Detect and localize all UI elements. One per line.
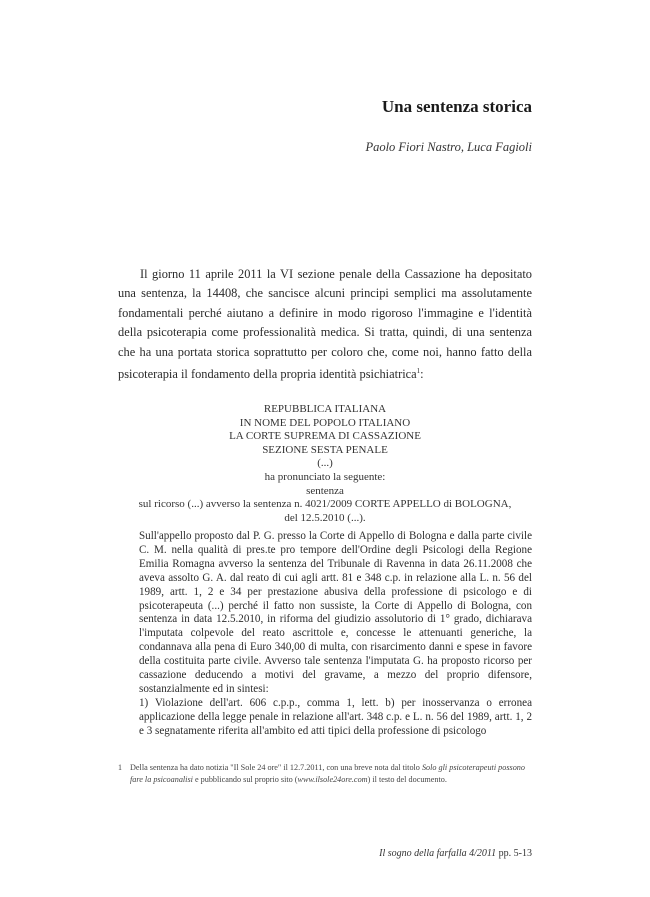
footnote-number: 1 bbox=[118, 763, 122, 772]
article-title: Una sentenza storica bbox=[381, 97, 532, 116]
verdict-line: LA CORTE SUPREMA DI CASSAZIONE bbox=[229, 430, 421, 443]
footnote-site-link[interactable]: www.ilsole24ore.com bbox=[297, 774, 368, 784]
intro-paragraph bbox=[118, 265, 532, 385]
verdict-line: sul ricorso (...) avverso la sentenza n. 4021/2009 CORTE APPELLO di BOLOGNA, bbox=[138, 498, 512, 511]
quote-paragraph: Sull'appello proposto dal P. G. presso la Corte di Appello di Bologna e dalla parte civile C. M. nella qualità di pres.te pro tempore dell'Ordine degli Psicologi della Regione Emilia Romagna avverso la sentenza del Tribunale di Ravenna in data 26.11.2008 che aveva assolto G. A. dal reato di cui agli artt. 81 e 348 c.p. in relazione alla L. n. 56 del 1989, artt. 1, 2 e 34 per prestazione abusiva della professione di psicologo e di psicoterapeuta (...) perché il fatto non sussiste, la Corte di Appello di Bologna, con sentenza in data 12.5.2010, in riforma del giudizio assolutorio di 1° grado, dichiarava l'imputata colpevole del reato ascrittole e, concesse le attenuanti generiche, la condannava alla pena di Euro 340,00 di multa, con risarcimento danni e spese in favore della costituita parte civile. Avverso tale sentenza l'imputata G. ha proposto ricorso per cassazione deducendo a motivi del gravame, a mezzo del proprio difensore, sostanzialmente ed in sintesi: bbox=[139, 530, 532, 695]
verdict-line: sentenza bbox=[306, 484, 344, 497]
intro-text: Il giorno 11 aprile 2011 la VI sezione penale della Cassazione ha depositato una sentenza, la 14408, che sancisce alcuni principi semplici ma assolutamente fondamentali perché aiutano a definire in modo rigoroso l'immagine e l'identità della psicoterapia come professionalità medica. Si tratta, quindi, di una sentenza che ha una portata storica soprattutto per coloro che, come noi, hanno fatto della psicoterapia il fondamento della propria identità psichiatrica bbox=[118, 267, 532, 382]
footnote-text-c: ) il testo del documento. bbox=[367, 774, 447, 784]
article-authors: Paolo Fiori Nastro, Luca Fagioli bbox=[365, 140, 532, 154]
footnote bbox=[118, 762, 532, 785]
verdict-line: ha pronunciato la seguente: bbox=[264, 470, 386, 483]
journal-name: Il sogno della farfalla 4/2011 bbox=[379, 848, 497, 859]
sentence-quote bbox=[139, 530, 532, 739]
footnote-text-a: Della sentenza ha dato notizia "Il Sole 24 ore" il 12.7.2011, con una breve nota dal titolo bbox=[130, 763, 422, 772]
running-footer bbox=[379, 848, 532, 859]
verdict-line: del 12.5.2010 (...). bbox=[284, 511, 366, 524]
page-range: pp. 5-13 bbox=[496, 848, 532, 859]
verdict-heading-block bbox=[118, 403, 532, 525]
verdict-line: (...) bbox=[317, 457, 333, 470]
verdict-line: IN NOME DEL POPOLO ITALIANO bbox=[239, 416, 411, 429]
footnote-text-b: e pubblicando sul proprio sito ( bbox=[192, 774, 298, 784]
quote-point-1: 1) Violazione dell'art. 606 c.p.p., comma 1, lett. b) per inosservanza o erronea applicazione della legge penale in relazione all'art. 348 c.p. e L. n. 56 del 1989, artt. 1, 2 e 3 segnatamente riferita all'ambito ed atti tipici della professione di psicologo bbox=[139, 696, 532, 737]
verdict-line: REPUBBLICA ITALIANA bbox=[263, 403, 387, 415]
intro-end: : bbox=[420, 367, 424, 382]
footnote-italic-title: Solo gli psicoterapeuti possono fare la psicoanalisi bbox=[130, 763, 525, 784]
verdict-line: SEZIONE SESTA PENALE bbox=[262, 443, 388, 456]
footnote-ref[interactable]: 1 bbox=[416, 367, 421, 376]
